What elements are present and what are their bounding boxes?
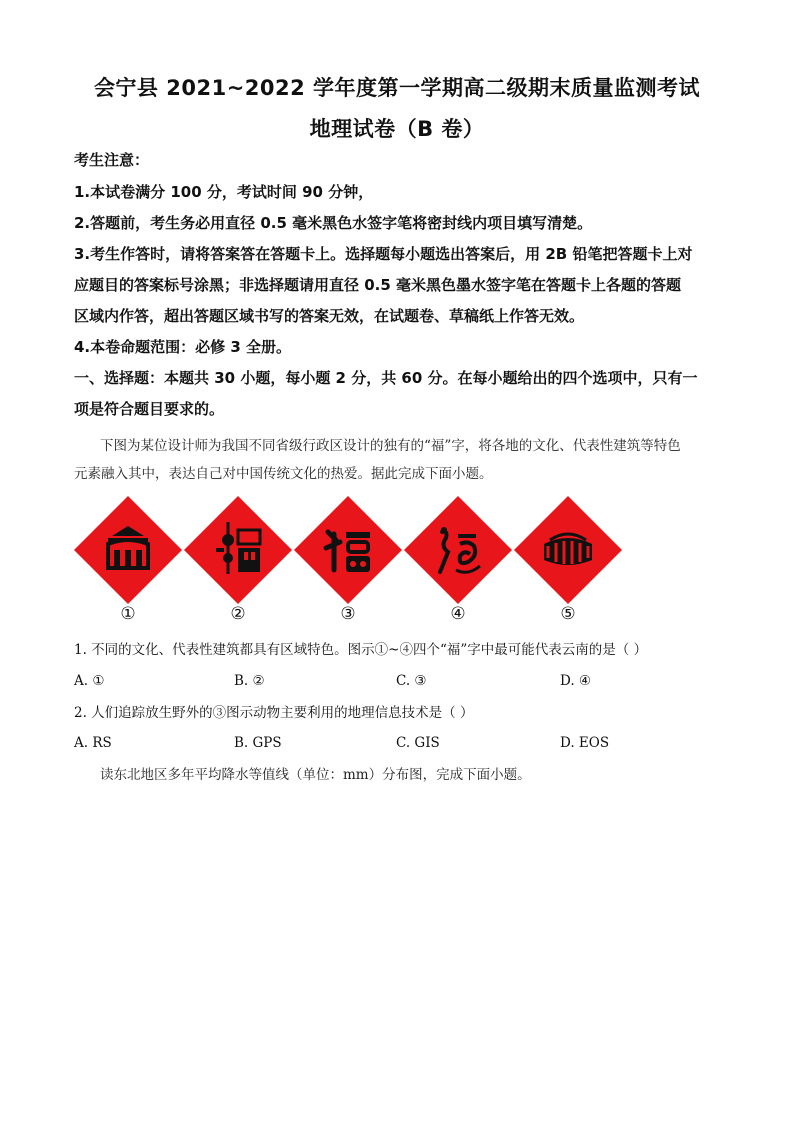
question-1-stem: 1. 不同的文化、代表性建筑都具有区域特色。图示①~④四个“福”字中最可能代表云南的是（ ）	[74, 642, 648, 658]
q2-option-a[interactable]: A. RS	[74, 735, 112, 751]
notice-item-3-line-3: 区域内作答，超出答题区域书写的答案无效，在试题卷、草稿纸上作答无效。	[74, 307, 585, 325]
material-2-line-1: 读东北地区多年平均降水等值线（单位：mm）分布图，完成下面小题。	[100, 767, 531, 783]
notice-heading: 考生注意：	[74, 151, 150, 169]
notice-item-4: 4.本卷命题范围：必修 3 全册。	[74, 338, 292, 356]
fu-peacock-glyph-icon	[404, 496, 512, 604]
fu-label-4: ④	[450, 604, 466, 624]
q1-option-b[interactable]: B. ②	[234, 673, 265, 689]
question-2-stem: 2. 人们追踪放生野外的③图示动物主要利用的地理信息技术是（ ）	[74, 705, 474, 721]
q2-option-d[interactable]: D. EOS	[560, 735, 610, 751]
section-heading-line-2: 项是符合题目要求的。	[74, 400, 225, 418]
fu-label-2: ②	[230, 604, 246, 624]
notice-item-2: 2.答题前，考生务必用直径 0.5 毫米黑色水签字笔将密封线内项目填写清楚。	[74, 214, 593, 232]
q2-option-c[interactable]: C. GIS	[396, 735, 440, 751]
fu-panda-glyph-icon	[294, 496, 402, 604]
fu-diamond-4	[404, 496, 512, 604]
q1-option-c[interactable]: C. ③	[396, 673, 427, 689]
fu-diamond-5	[514, 496, 622, 604]
fu-label-5: ⑤	[560, 604, 576, 624]
notice-item-1: 1.本试卷满分 100 分，考试时间 90 分钟，	[74, 183, 374, 201]
notice-item-3-line-2: 应题目的答案标号涂黑；非选择题请用直径 0.5 毫米黑色墨水签字笔在答题卡上各题的答题	[74, 276, 682, 294]
fu-character-figure	[74, 496, 634, 636]
fu-diamond-2	[184, 496, 292, 604]
fu-stadium-glyph-icon	[514, 496, 622, 604]
section-heading-line-1: 一、选择题：本题共 30 小题，每小题 2 分，共 60 分。在每小题给出的四个选项中，只有一	[74, 369, 698, 387]
q1-option-d[interactable]: D. ④	[560, 673, 592, 689]
exam-title: 会宁县 2021~2022 学年度第一学期高二级期末质量监测考试	[93, 76, 701, 100]
q1-option-a[interactable]: A. ①	[74, 673, 105, 689]
material-1-line-2: 元素融入其中，表达自己对中国传统文化的热爱。据此完成下面小题。	[74, 466, 493, 482]
fu-label-1: ①	[120, 604, 136, 624]
q2-option-b[interactable]: B. GPS	[234, 735, 282, 751]
fu-diamond-1	[74, 496, 182, 604]
fu-tower-glyph-icon	[184, 496, 292, 604]
material-1-line-1: 下图为某位设计师为我国不同省级行政区设计的独有的“福”字，将各地的文化、代表性建筑等特色	[100, 438, 681, 454]
fu-architecture-glyph-icon	[74, 496, 182, 604]
notice-item-3-line-1: 3.考生作答时，请将答案答在答题卡上。选择题每小题选出答案后，用 2B 铅笔把答题卡上对	[74, 245, 693, 263]
fu-diamond-3	[294, 496, 402, 604]
exam-subtitle: 地理试卷（B 卷）	[309, 117, 485, 141]
fu-label-3: ③	[340, 604, 356, 624]
